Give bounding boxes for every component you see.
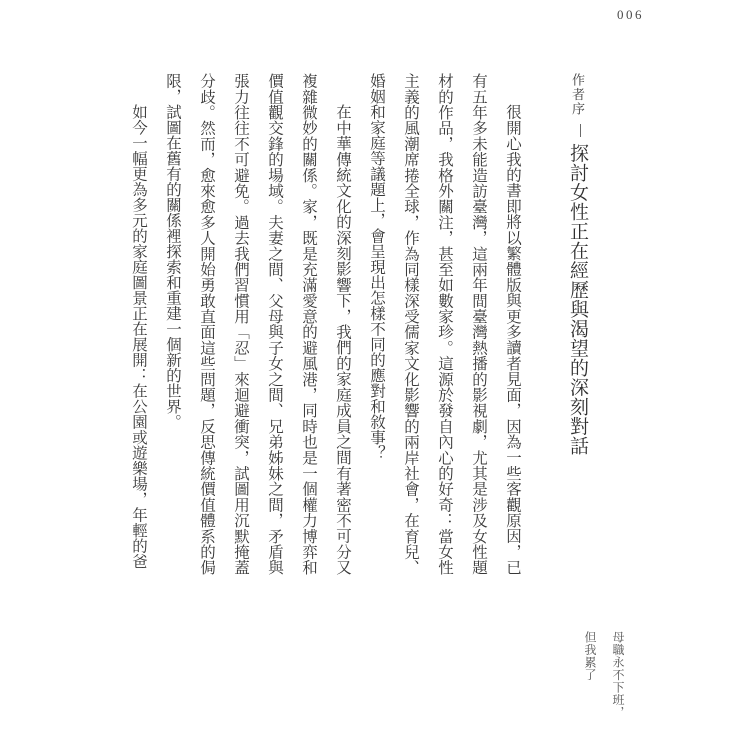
body-text — [121, 73, 529, 575]
title-separator-line — [580, 124, 581, 137]
page-title: 探討女性正在經歷與渴望的深刻對話 — [567, 143, 588, 456]
body-paragraph-3: 如今一幅更為多元的家庭圖景正在展開：在公園或遊樂場，年輕的爸 — [130, 104, 147, 569]
body-paragraph-2: 在中華傳統文化的深刻影響下，我們的家庭成員之間有著密不可分又複雜微妙的關係。家，既是充滿愛意的避風港，同時也是一個權力博弈和價值觀交鋒的場域。夫妻之間、父母與子女之間、兄弟姊妹之間，矛盾與張力往往不可避免。過去我們習慣用「忍」來迴避衝突，試圖用沉默掩蓋分歧。然而，愈來愈多人開始勇敢直面這些問題，反思傳統價值體系的侷限，試圖在舊有的關係裡探索和重建一個新的世界。 — [164, 73, 351, 575]
running-title-line-2: 但我累了 — [583, 631, 597, 681]
running-title-line-1: 母職永不下班， — [611, 631, 625, 719]
body-paragraph-1: 很開心我的書即將以繁體版與更多讀者見面，因為一些客觀原因，已有五年多未能造訪臺灣，這兩年間臺灣熱播的影視劇，尤其是涉及女性題材的作品，我格外關注，甚至如數家珍。這源於發自內心的好奇：當女性主義的風潮席捲全球，作為同樣深受儒家文化影響的兩岸社會，在育兒、婚姻和家庭等議題上，會呈現出怎樣不同的應對和敘事？ — [368, 73, 521, 575]
preface-header — [564, 73, 590, 553]
section-label: 作者序 — [570, 73, 585, 117]
page-number: 006 — [617, 7, 644, 22]
running-title-footer — [576, 631, 632, 719]
